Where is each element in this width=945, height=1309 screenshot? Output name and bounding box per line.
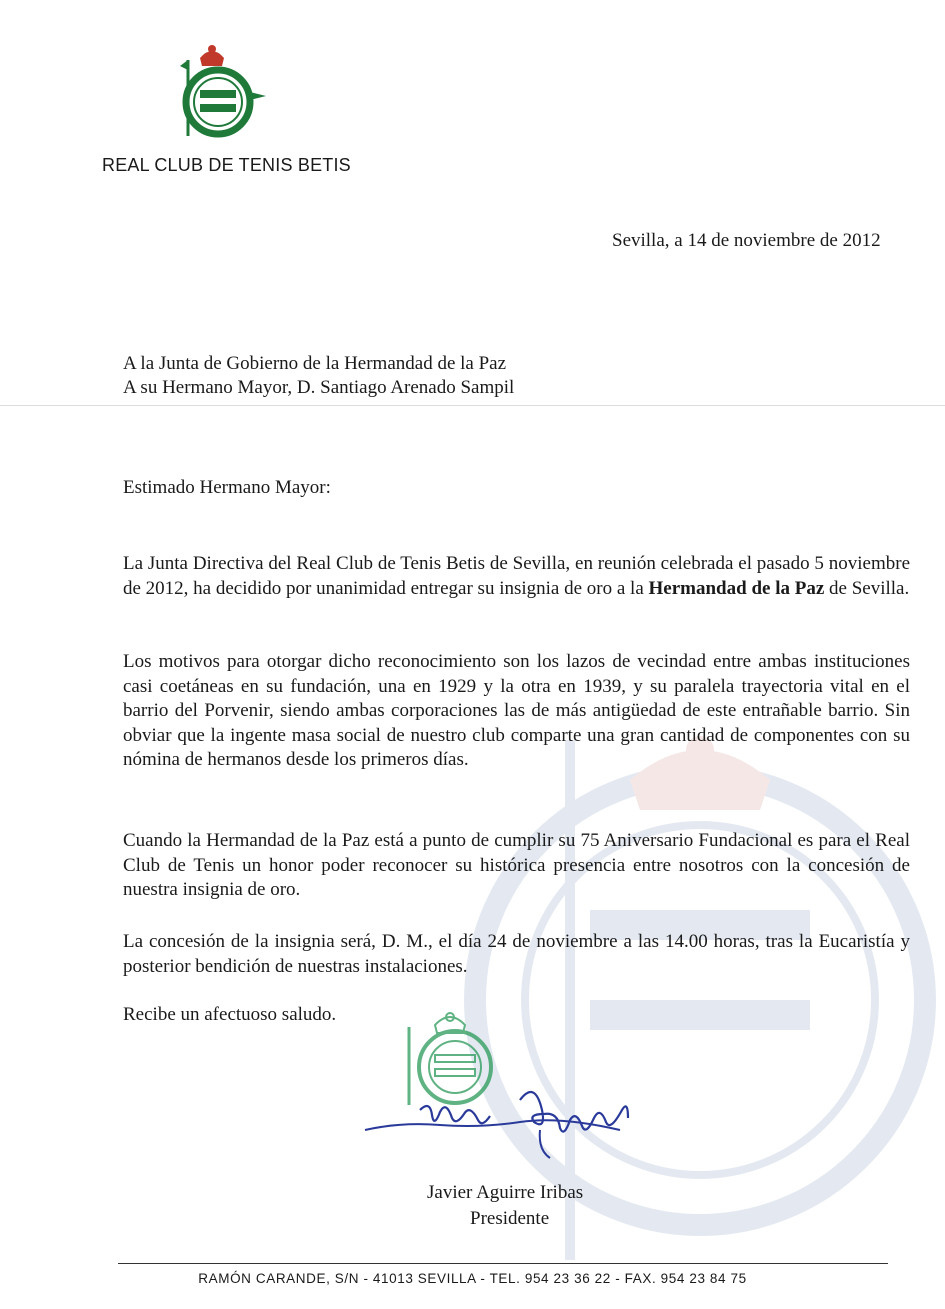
handwritten-signature: [360, 1070, 640, 1165]
salutation: Estimado Hermano Mayor:: [123, 477, 331, 498]
signer-name: Javier Aguirre Iribas: [427, 1182, 584, 1203]
club-logo: [170, 40, 270, 140]
addressee-line-1: A la Junta de Gobierno de la Hermandad de la Paz: [123, 353, 507, 374]
paragraph-1-part-2: de Sevilla.: [824, 577, 910, 599]
paragraph-1-bold: Hermandad de la Paz: [648, 577, 825, 599]
club-name: REAL CLUB DE TENIS BETIS: [102, 155, 351, 175]
footer-rule: [118, 1263, 888, 1264]
addressee-line-2: A su Hermano Mayor, D. Santiago Arenado Sampil: [123, 377, 515, 398]
paragraph-3: Cuando la Hermandad de la Paz está a punto de cumplir su 75 Aniversario Fundacional es para el Real Club de Tenis un honor poder reconocer su histórica presencia entre nosotros con la concesión de nuestra insignia de oro.: [123, 830, 910, 900]
paragraph-1: [123, 552, 910, 601]
footer-address: RAMÓN CARANDE, S/N - 41013 SEVILLA - TEL. 954 23 36 22 - FAX. 954 23 84 75: [198, 1271, 747, 1286]
paragraph-2: Los motivos para otorgar dicho reconocimiento son los lazos de vecindad entre ambas instituciones casi coetáneas en su fundación, una en 1929 y la otra en 1939, y su paralela trayectoria vital en el barrio del Porvenir, siendo ambas corporaciones las de más antigüedad de este entrañable barrio. Sin obviar que la ingente masa social de nuestro club comparte una gran cantidad de componentes con su nómina de hermanos desde los primeros días.: [123, 651, 910, 770]
club-emblem-watermark: [440, 700, 940, 1260]
addressee-block: [123, 352, 514, 400]
signer-role: Presidente: [470, 1208, 550, 1229]
paragraph-1-part-1: La Junta Directiva del Real Club de Tenis Betis de Sevilla, en reunión celebrada el pasado 5 noviembre de 2012, ha decidido por unanimidad entregar su insignia de oro a la: [123, 553, 910, 599]
date-line: Sevilla, a 14 de noviembre de 2012: [612, 230, 881, 251]
paragraph-4: La concesión de la insignia será, D. M., el día 24 de noviembre a las 14.00 horas, tras la Eucaristía y posterior bendición de nuestras instalaciones.: [123, 931, 910, 977]
closing: Recibe un afectuoso saludo.: [123, 1004, 337, 1025]
fold-line: [0, 405, 945, 406]
